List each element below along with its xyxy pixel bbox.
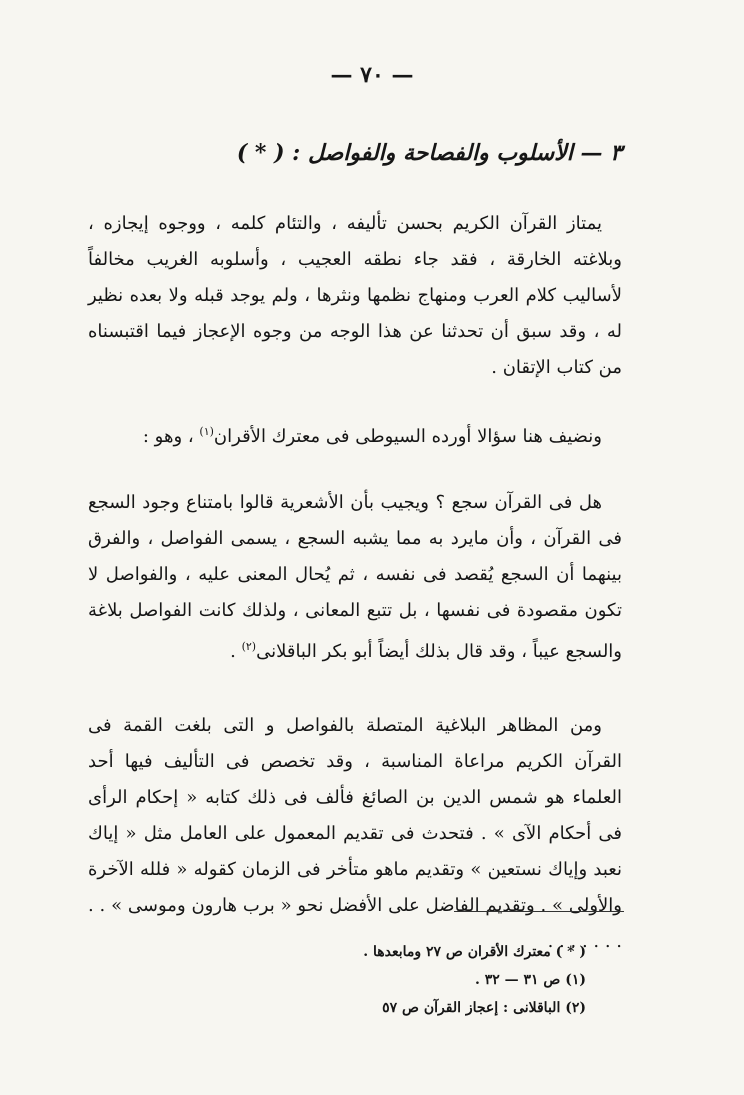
footnote-divider xyxy=(454,911,624,912)
paragraph-saj-text: هل فى القرآن سجع ؟ ويجيب بأن الأشعرية قالوا بامتناع وجود السجع فى القرآن ، وأن مايرد به مما يشبه السجع ، يسمى الفواصل ، والفرق بينهما أن السجع يُقصد فى نفسه ، ثم يُحال المعنى عليه ، والفواصل لا تكون مقصودة فى نفسها ، بل تتبع المعانى ، ولذلك كانت الفواصل بلاغة والسجع عيباً ، وقد قال بذلك أيضاً أبو بكر الباقلانى xyxy=(88,492,622,662)
footnote-ref-1: (١) xyxy=(199,425,214,438)
footnote-1: (١) ص ٣١ — ٣٢ . xyxy=(474,972,586,988)
footnote-2: (٢) الباقلانى : إعجاز القرآن ص ٥٧ xyxy=(382,1000,586,1016)
paragraph-suyuti-tail: ، وهو : xyxy=(142,426,200,447)
paragraph-suyuti-text: ونضيف هنا سؤالا أورده السيوطى فى معترك الأقران xyxy=(213,426,602,447)
page-body xyxy=(88,140,622,960)
paragraph-saj-tail: . xyxy=(230,641,242,662)
paragraph-munasaba: ومن المظاهر البلاغية المتصلة بالفواصل و التى بلغت القمة فى القرآن الكريم مراعاة المناسبة ، وقد تخصص فى التأليف فيها أحد العلماء هو شمس الدين بن الصائغ فألف فى ذلك كتابه « إحكام الرأى فى أحكام الآى » . فتحدث فى تقديم المعمول على العامل مثل « إياك نعبد وإياك نستعين » وتقديم ماهو متأخر فى الزمان كقوله « فلله الآخرة والأولى » . وتقديم الفاضل على الأفضل نحو « برب هارون وموسى » . . . . . . . . . xyxy=(88,715,622,952)
paragraph-suyuti-question xyxy=(88,414,622,455)
footnote-star: ( * ) معترك الأقران ص ٢٧ ومابعدها . xyxy=(363,944,586,960)
footnotes xyxy=(300,938,586,1022)
footnote-ref-2: (٢) xyxy=(241,640,257,653)
paragraph-style-eloquence: يمتاز القرآن الكريم بحسن تأليفه ، والتئام كلمه ، ووجوه إيجازه ، وبلاغته الخارقة ، فقد جاء نطقه العجيب ، وأسلوبه الغريب مخالفاً لأساليب كلام العرب ومنهاج نظمها ونثرها ، ولم يوجد قبله ولا بعده نظير له ، وقد سبق أن تحدثنا عن هذا الوجه من وجوه الإعجاز فيما اقتبسناه من كتاب الإتقان . xyxy=(88,213,622,378)
paragraph-saj-fawasil xyxy=(88,485,622,670)
section-heading: ٣ — الأسلوب والفصاحة والفواصل : ( * ) xyxy=(236,140,622,166)
page-number: — ٧٠ — xyxy=(330,62,414,88)
